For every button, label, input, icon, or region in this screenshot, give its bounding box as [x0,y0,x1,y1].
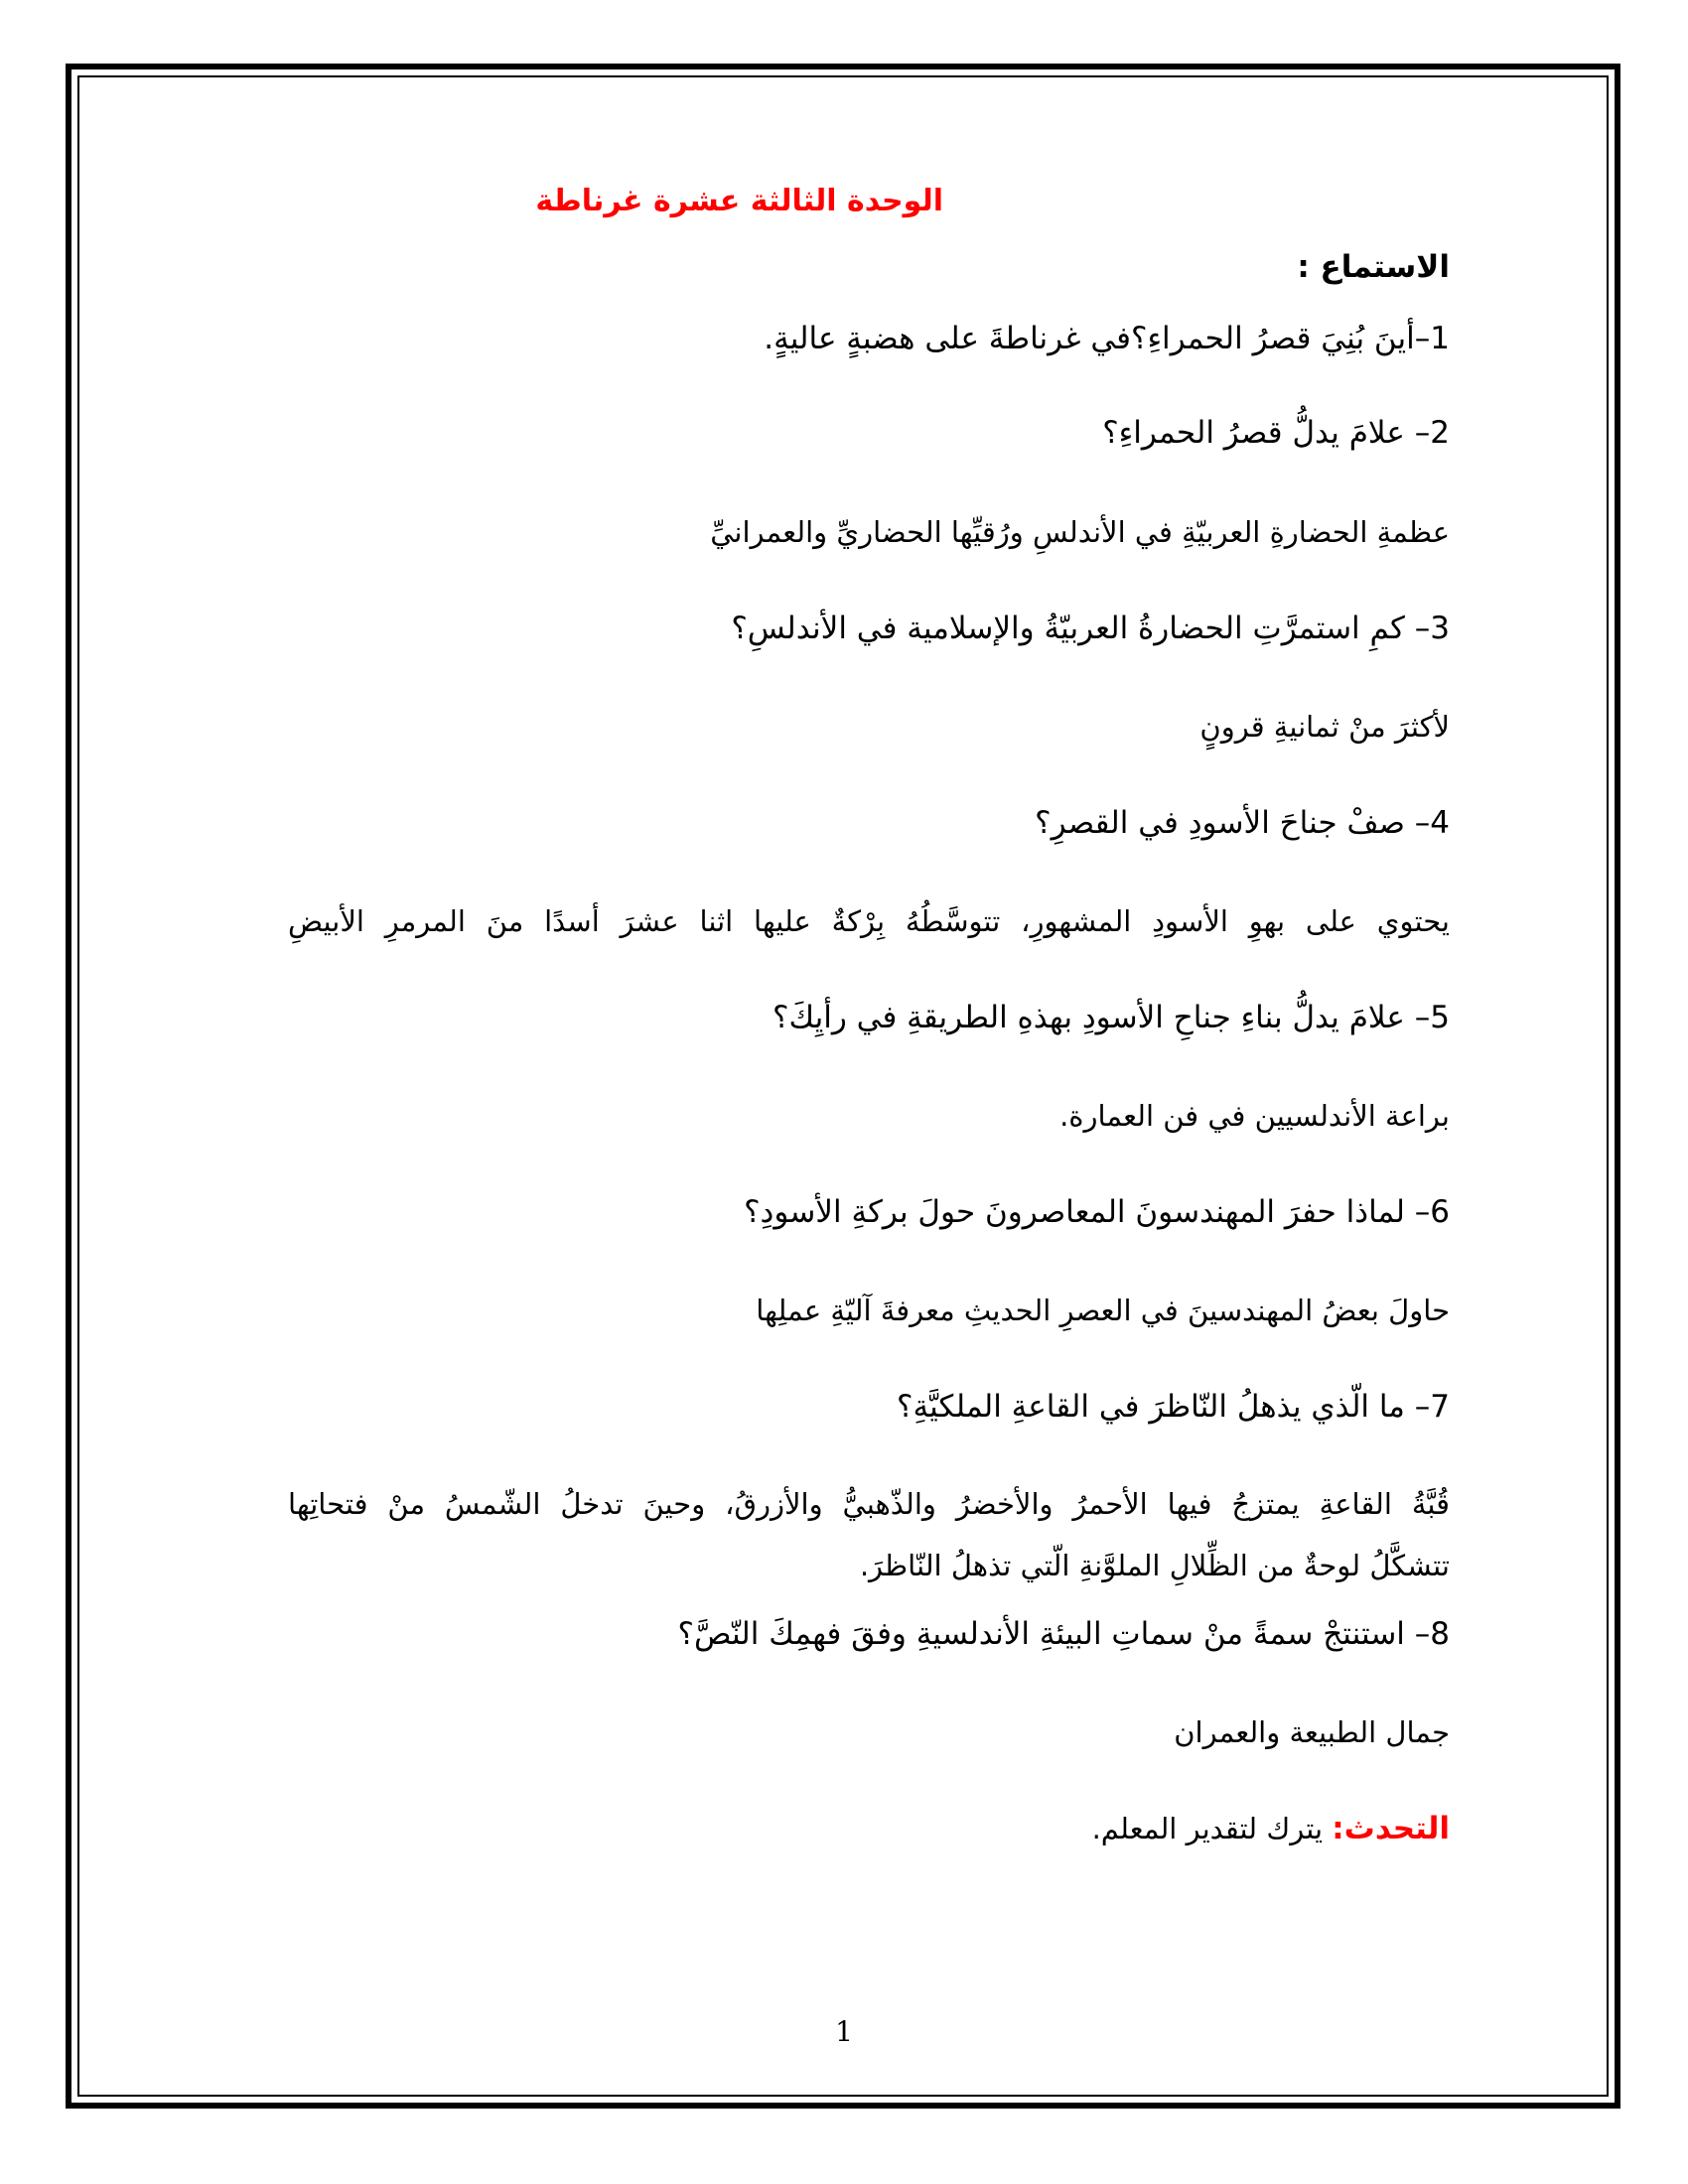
question-6: 6– لماذا حفرَ المهندسونَ المعاصرونَ حولَ بركةِ الأسودِ؟ [744,1194,1450,1230]
question-5: 5– علامَ يدلُّ بناءِ جناحِ الأسودِ بهذهِ الطريقةِ في رأيِكَ؟ [773,1000,1450,1035]
unit-title: الوحدة الثالثة عشرة غرناطة [535,184,943,218]
listening-heading: الاستماع : [1297,249,1450,285]
question-4: 4– صفْ جناحَ الأسودِ في القصرِ؟ [1035,805,1450,841]
page-number: 1 [835,2015,853,2048]
answer-5: براعة الأندلسيين في فن العمارة. [1059,1099,1450,1133]
answer-4: يحتوي على بهوِ الأسودِ المشهورِ، تتوسَّطُهُ بِرْكةٌ عليها اثنا عشرَ أسدًا منَ المرمرِ الأبيضِ [288,904,1450,938]
answer-6: حاولَ بعضُ المهندسينَ في العصرِ الحديثِ معرفةَ آليّةِ عملِها [756,1294,1450,1327]
question-8: 8– استنتجْ سمةً منْ سماتِ البيئةِ الأندلسيةِ وفقَ فهمِكَ النّصَّ؟ [677,1616,1450,1652]
answer-7-line-1: قُبَّةُ القاعةِ يمتزجُ فيها الأحمرُ والأخضرُ والذّهبيُّ والأزرقُ، وحينَ تدخلُ الشّمسُ منْ فتحاتِها [288,1487,1450,1521]
question-3: 3– كمِ استمرَّتِ الحضارةُ العربيّةُ والإسلامية في الأندلسِ؟ [731,611,1450,646]
answer-2: عظمةِ الحضارةِ العربيّةِ في الأندلسِ ورُقيِّها الحضاريِّ والعمرانيِّ [710,515,1450,549]
speaking-label: التحدث: [1332,1811,1450,1846]
speaking-line [288,1809,1450,1848]
question-7: 7– ما الّذي يذهلُ النّاظرَ في القاعةِ الملكيَّةِ؟ [897,1389,1450,1425]
answer-8: جمال الطبيعة والعمران [1174,1715,1450,1749]
answer-3: لأكثرَ منْ ثمانيةِ قرونٍ [1199,710,1450,744]
page-content [288,0,1450,2184]
question-1: 1–أينَ بُنِيَ قصرُ الحمراءِ؟في غرناطةَ على هضبةٍ عاليةٍ. [764,321,1450,356]
answer-7-line-2: تتشكَّلُ لوحةٌ من الظِّلالِ الملوَّنةِ الّتي تذهلُ النّاظرَ. [859,1549,1450,1582]
speaking-text: يترك لتقدير المعلم. [1091,1812,1333,1845]
question-2: 2– علامَ يدلُّ قصرُ الحمراءِ؟ [1102,415,1450,451]
